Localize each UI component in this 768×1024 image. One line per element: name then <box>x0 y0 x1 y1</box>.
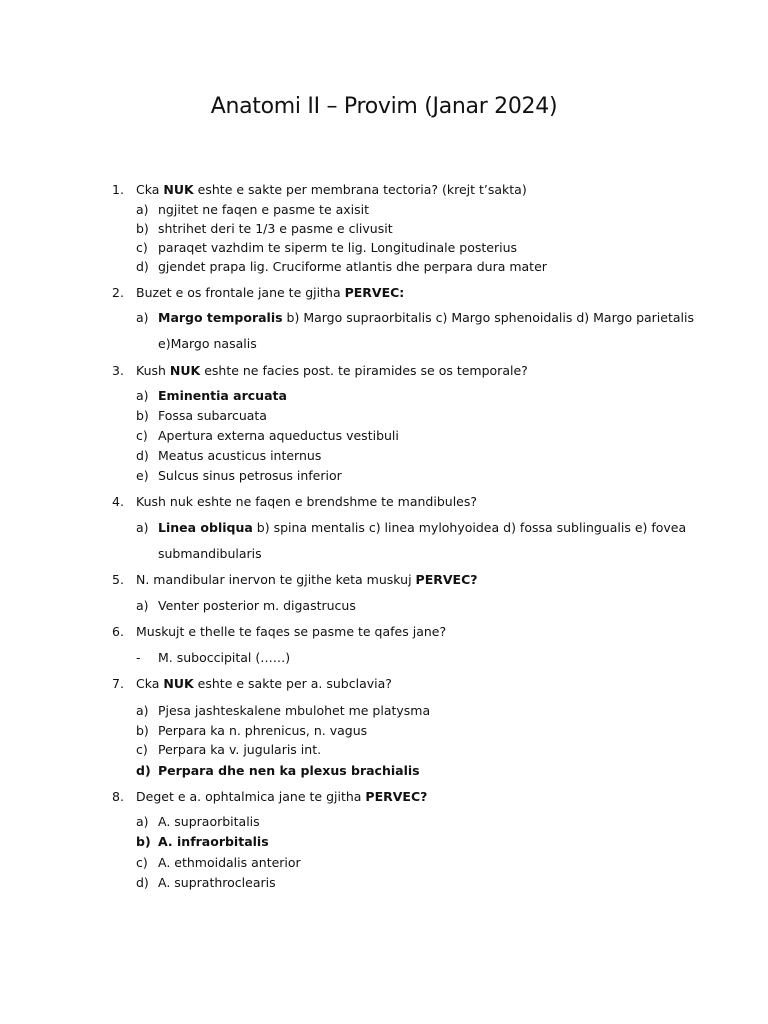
question-text: N. mandibular inervon te gjithe keta muskuj PERVEC? <box>136 572 478 587</box>
question-text: Cka NUK eshte e sakte per membrana tectoria? (krejt t’sakta) <box>136 182 527 197</box>
option-2-continuation: e)Margo nasalis <box>158 336 257 351</box>
question-number: 1. <box>112 182 124 197</box>
question-text: Kush NUK eshte ne facies post. te piramides se os temporale? <box>136 363 528 378</box>
question-text: Kush nuk eshte ne faqen e brendshme te mandibules? <box>136 494 478 509</box>
correct-answer: Perpara dhe nen ka plexus brachialis <box>158 763 420 778</box>
question-text: Buzet e os frontale jane te gjitha PERVEC: <box>136 285 405 300</box>
question-number: 7. <box>112 676 124 691</box>
option-4-continuation: submandibularis <box>158 546 262 561</box>
question-text: Muskujt e thelle te faqes se pasme te qafes jane? <box>136 624 447 639</box>
question-number: 2. <box>112 285 124 300</box>
page-title: Anatomi II – Provim (Janar 2024) <box>210 94 558 119</box>
question-text: Deget e a. ophtalmica jane te gjitha PERVEC? <box>136 789 428 804</box>
question-number: 6. <box>112 624 124 639</box>
question-number: 4. <box>112 494 124 509</box>
question-number: 8. <box>112 789 124 804</box>
correct-answer: Eminentia arcuata <box>158 388 287 403</box>
correct-answer: A. infraorbitalis <box>158 834 269 849</box>
question-text: Cka NUK eshte e sakte per a. subclavia? <box>136 676 392 691</box>
question-number: 5. <box>112 572 124 587</box>
correct-answer: Linea obliqua <box>158 520 253 535</box>
correct-answer: Margo temporalis <box>158 310 283 325</box>
question-number: 3. <box>112 363 124 378</box>
